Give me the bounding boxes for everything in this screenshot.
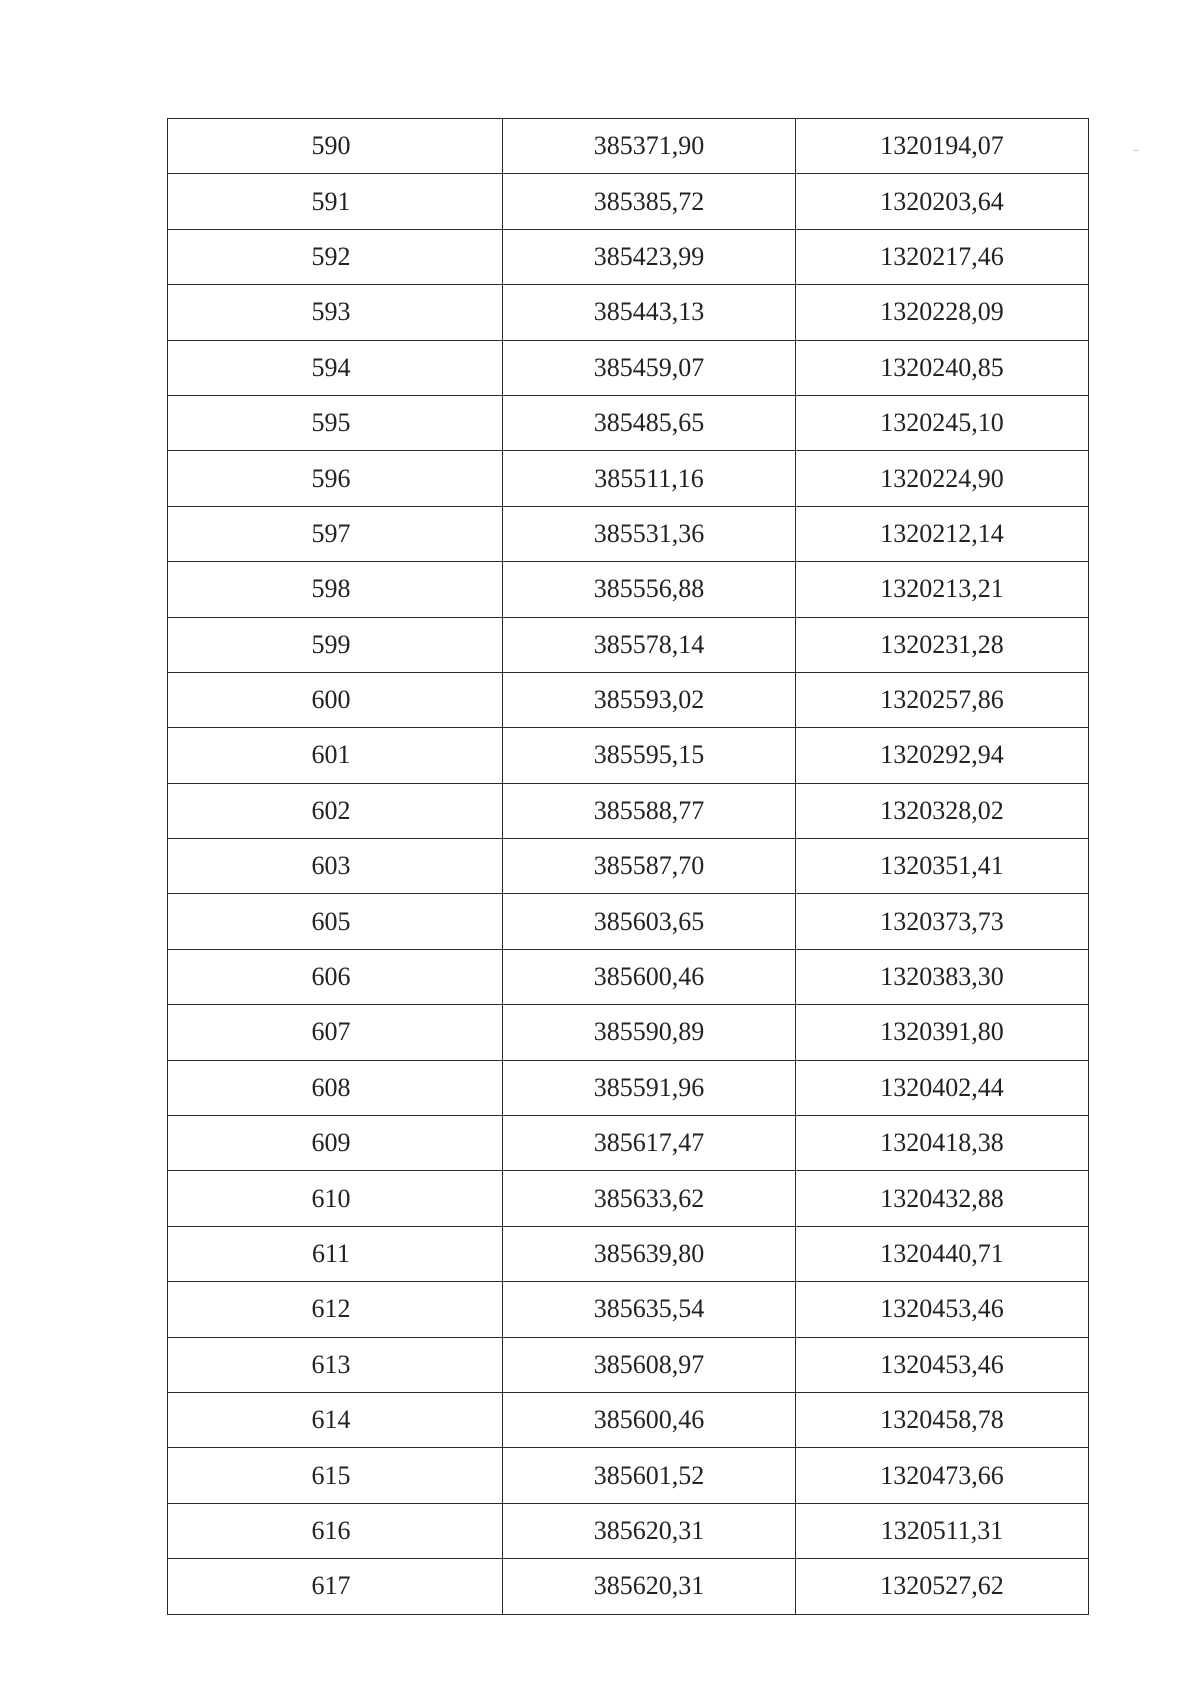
point-number-cell: 608	[168, 1060, 503, 1115]
y-coordinate-cell: 1320402,44	[796, 1060, 1089, 1115]
point-number-cell: 592	[168, 229, 503, 284]
point-number-cell: 617	[168, 1559, 503, 1614]
x-coordinate-cell: 385595,15	[503, 728, 796, 783]
x-coordinate-cell: 385617,47	[503, 1116, 796, 1171]
table-row	[168, 395, 1089, 450]
x-coordinate-cell: 385587,70	[503, 839, 796, 894]
point-number-cell: 615	[168, 1448, 503, 1503]
point-number-cell: 612	[168, 1282, 503, 1337]
table-row	[168, 1005, 1089, 1060]
table-row	[168, 1282, 1089, 1337]
x-coordinate-cell: 385423,99	[503, 229, 796, 284]
x-coordinate-cell: 385633,62	[503, 1171, 796, 1226]
y-coordinate-cell: 1320453,46	[796, 1337, 1089, 1392]
x-coordinate-cell: 385588,77	[503, 783, 796, 838]
point-number-cell: 599	[168, 617, 503, 672]
point-number-cell: 610	[168, 1171, 503, 1226]
x-coordinate-cell: 385600,46	[503, 949, 796, 1004]
y-coordinate-cell: 1320418,38	[796, 1116, 1089, 1171]
point-number-cell: 607	[168, 1005, 503, 1060]
table-row	[168, 617, 1089, 672]
y-coordinate-cell: 1320217,46	[796, 229, 1089, 284]
x-coordinate-cell: 385590,89	[503, 1005, 796, 1060]
table-row	[168, 839, 1089, 894]
point-number-cell: 598	[168, 562, 503, 617]
coordinates-table-body	[168, 119, 1089, 1615]
table-row	[168, 229, 1089, 284]
table-row	[168, 1337, 1089, 1392]
point-number-cell: 595	[168, 395, 503, 450]
table-row	[168, 1060, 1089, 1115]
y-coordinate-cell: 1320203,64	[796, 174, 1089, 229]
x-coordinate-cell: 385593,02	[503, 672, 796, 727]
point-number-cell: 591	[168, 174, 503, 229]
point-number-cell: 593	[168, 285, 503, 340]
x-coordinate-cell: 385485,65	[503, 395, 796, 450]
table-row	[168, 1171, 1089, 1226]
y-coordinate-cell: 1320292,94	[796, 728, 1089, 783]
y-coordinate-cell: 1320527,62	[796, 1559, 1089, 1614]
x-coordinate-cell: 385601,52	[503, 1448, 796, 1503]
y-coordinate-cell: 1320458,78	[796, 1392, 1089, 1447]
point-number-cell: 616	[168, 1503, 503, 1558]
table-row	[168, 1226, 1089, 1281]
point-number-cell: 613	[168, 1337, 503, 1392]
y-coordinate-cell: 1320194,07	[796, 119, 1089, 174]
point-number-cell: 600	[168, 672, 503, 727]
x-coordinate-cell: 385603,65	[503, 894, 796, 949]
table-row	[168, 119, 1089, 174]
point-number-cell: 609	[168, 1116, 503, 1171]
point-number-cell: 614	[168, 1392, 503, 1447]
x-coordinate-cell: 385620,31	[503, 1503, 796, 1558]
table-row	[168, 451, 1089, 506]
y-coordinate-cell: 1320473,66	[796, 1448, 1089, 1503]
x-coordinate-cell: 385578,14	[503, 617, 796, 672]
y-coordinate-cell: 1320240,85	[796, 340, 1089, 395]
x-coordinate-cell: 385620,31	[503, 1559, 796, 1614]
table-row	[168, 1559, 1089, 1614]
table-row	[168, 174, 1089, 229]
table-row	[168, 506, 1089, 561]
y-coordinate-cell: 1320231,28	[796, 617, 1089, 672]
y-coordinate-cell: 1320383,30	[796, 949, 1089, 1004]
x-coordinate-cell: 385443,13	[503, 285, 796, 340]
y-coordinate-cell: 1320391,80	[796, 1005, 1089, 1060]
y-coordinate-cell: 1320453,46	[796, 1282, 1089, 1337]
x-coordinate-cell: 385639,80	[503, 1226, 796, 1281]
table-row	[168, 340, 1089, 395]
x-coordinate-cell: 385600,46	[503, 1392, 796, 1447]
point-number-cell: 590	[168, 119, 503, 174]
x-coordinate-cell: 385591,96	[503, 1060, 796, 1115]
table-row	[168, 285, 1089, 340]
x-coordinate-cell: 385511,16	[503, 451, 796, 506]
table-row	[168, 783, 1089, 838]
y-coordinate-cell: 1320373,73	[796, 894, 1089, 949]
x-coordinate-cell: 385608,97	[503, 1337, 796, 1392]
point-number-cell: 606	[168, 949, 503, 1004]
table-row	[168, 1448, 1089, 1503]
table-row	[168, 949, 1089, 1004]
point-number-cell: 596	[168, 451, 503, 506]
point-number-cell: 601	[168, 728, 503, 783]
x-coordinate-cell: 385531,36	[503, 506, 796, 561]
x-coordinate-cell: 385459,07	[503, 340, 796, 395]
y-coordinate-cell: 1320245,10	[796, 395, 1089, 450]
point-number-cell: 597	[168, 506, 503, 561]
table-row	[168, 562, 1089, 617]
table-row	[168, 1392, 1089, 1447]
y-coordinate-cell: 1320224,90	[796, 451, 1089, 506]
y-coordinate-cell: 1320228,09	[796, 285, 1089, 340]
y-coordinate-cell: 1320257,86	[796, 672, 1089, 727]
x-coordinate-cell: 385385,72	[503, 174, 796, 229]
coordinates-table	[167, 118, 1089, 1615]
table-row	[168, 672, 1089, 727]
y-coordinate-cell: 1320440,71	[796, 1226, 1089, 1281]
table-row	[168, 894, 1089, 949]
y-coordinate-cell: 1320213,21	[796, 562, 1089, 617]
point-number-cell: 611	[168, 1226, 503, 1281]
table-row	[168, 1503, 1089, 1558]
table-row	[168, 1116, 1089, 1171]
x-coordinate-cell: 385556,88	[503, 562, 796, 617]
point-number-cell: 603	[168, 839, 503, 894]
point-number-cell: 605	[168, 894, 503, 949]
y-coordinate-cell: 1320351,41	[796, 839, 1089, 894]
margin-mark	[1134, 150, 1138, 151]
y-coordinate-cell: 1320212,14	[796, 506, 1089, 561]
y-coordinate-cell: 1320328,02	[796, 783, 1089, 838]
y-coordinate-cell: 1320511,31	[796, 1503, 1089, 1558]
table-row	[168, 728, 1089, 783]
point-number-cell: 594	[168, 340, 503, 395]
x-coordinate-cell: 385635,54	[503, 1282, 796, 1337]
point-number-cell: 602	[168, 783, 503, 838]
y-coordinate-cell: 1320432,88	[796, 1171, 1089, 1226]
x-coordinate-cell: 385371,90	[503, 119, 796, 174]
